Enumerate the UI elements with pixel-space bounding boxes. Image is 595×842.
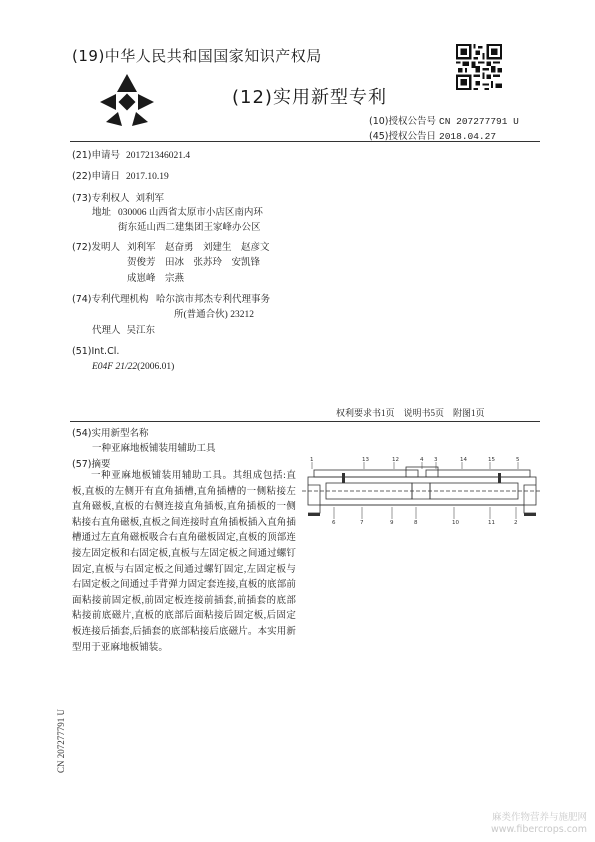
top-callout-13: 13: [362, 457, 369, 463]
abstract-drawing: [302, 455, 542, 525]
abstract-label: (57)摘要: [72, 459, 111, 470]
application-date-row: [72, 168, 169, 182]
top-callout-3: 3: [434, 457, 438, 463]
abstract-text: 一种亚麻地板铺装用辅助工具。其组成包括:直板,直板的左侧开有直角插槽,直角插槽的一侧粘接左直角磁板,直板的右侧连接直角插板,直角插板的一侧粘接右直角磁板,直板之间连接时直角插板插入直角插槽通过左直角磁板吸合右直角磁板固定,直板的顶部连接左固定板和右固定板,直板与左固定板之间通过螺钉固定,直板与右固定板之间通过螺钉固定,左固定板与右固定板之间通过手背弹力固定套连接,直板的底部前面粘接前固定板,前固定板连接前插套,前插套的底部粘接前底磁片,直板的底部后面粘接后固定板,后固定板连接后插套,后插套的底部粘接后底磁片。本实用新型用于亚麻地板铺装。: [72, 471, 296, 653]
inventors-line-1: 刘利军 赵奋勇 刘建生 赵彦文: [127, 243, 270, 253]
bottom-callout-7: 7: [360, 520, 364, 525]
utility-model-title: 一种亚麻地板铺装用辅助工具: [92, 444, 216, 454]
top-callout-14: 14: [460, 457, 467, 463]
ipc-row: [72, 346, 119, 357]
abstract-heading: [72, 456, 111, 470]
bottom-callout-2: 2: [514, 520, 518, 525]
top-callout-1: 1: [310, 457, 314, 463]
application-date: 2017.10.19: [126, 172, 169, 182]
top-callout-4: 4: [420, 457, 424, 463]
inventors-line-2: 贺俊芳 田冰 张苏玲 安凯锋: [127, 258, 261, 268]
application-date-label: (22)申请日: [72, 171, 121, 182]
top-callout-12: 12: [392, 457, 399, 463]
summary-divider: [70, 421, 540, 422]
site-watermark: [491, 812, 587, 836]
patent-type-title: (12)实用新型专利: [232, 87, 387, 108]
front-insert-sleeve: [308, 485, 320, 513]
patent-holder: 刘利军: [135, 194, 165, 204]
publication-number-label: (10)授权公告号: [369, 116, 437, 127]
publication-date-label: (45)授权公告日: [369, 131, 437, 142]
screw-right: [498, 473, 501, 483]
cnipa-logo-icon: [96, 72, 158, 130]
inventors-line-3: 成崽峰 宗燕: [127, 274, 185, 284]
publication-date: 2018.04.27: [439, 131, 497, 142]
bottom-callout-11: 11: [488, 520, 495, 525]
publication-number: CN 207277791 U: [439, 116, 519, 127]
bottom-callout-6: 6: [332, 520, 336, 525]
right-fixing-plate: [426, 470, 530, 477]
watermark-site-name: 麻类作物营养与施肥网: [491, 812, 587, 823]
agency-label: (74)专利代理机构: [72, 294, 149, 305]
header-divider: [70, 141, 540, 142]
issuing-office: (19)中华人民共和国国家知识产权局: [72, 47, 322, 65]
ipc-year: (2006.01): [137, 362, 175, 372]
inventors-row: [72, 239, 120, 253]
publication-number-row: [369, 113, 519, 127]
application-number: 201721346021.4: [126, 151, 191, 161]
watermark-url: www.fibercrops.com: [490, 824, 587, 835]
rear-insert-sleeve: [524, 485, 536, 513]
publication-date-row: [369, 128, 496, 142]
application-number-row: [72, 147, 190, 161]
address-label: 地址: [92, 207, 112, 218]
right-angle-insert: [412, 483, 430, 499]
top-callout-5: 5: [516, 457, 520, 463]
utility-model-title-heading: [72, 425, 149, 439]
left-fixing-plate: [314, 470, 418, 477]
patent-holder-label: (73)专利权人: [72, 193, 130, 204]
bottom-callout-9: 9: [390, 520, 394, 525]
patent-holder-row: [72, 190, 164, 204]
qr-code-icon: [456, 44, 502, 90]
utility-model-title-label: (54)实用新型名称: [72, 428, 149, 439]
application-number-label: (21)申请号: [72, 150, 121, 161]
top-callout-15: 15: [488, 457, 495, 463]
agent-name: 吴江东: [126, 326, 156, 336]
agency-row: [72, 291, 149, 305]
inventors-label: (72)发明人: [72, 242, 121, 253]
address-line-2: 街东延山西二建集团王家峰办公区: [118, 223, 261, 233]
front-bottom-magnet: [308, 513, 320, 516]
bottom-callout-8: 8: [414, 520, 418, 525]
agency-line-2: 所(普通合伙) 23212: [174, 310, 254, 320]
bottom-callout-10: 10: [452, 520, 459, 525]
address-line-1: 030006 山西省太原市小店区南内环: [118, 208, 263, 218]
ipc-label: (51)Int.Cl.: [72, 346, 120, 357]
agent-label: 代理人: [92, 325, 121, 336]
address-row: [92, 204, 111, 218]
ipc-classification: [92, 362, 174, 372]
rear-bottom-magnet: [524, 513, 536, 516]
ipc-code: E04F 21/22: [92, 362, 138, 372]
agency-line-1: 哈尔滨市邦杰专利代理事务: [156, 295, 271, 305]
agent-row: [92, 322, 155, 336]
page-count-summary: 权利要求书1页 说明书5页 附图1页: [336, 408, 485, 418]
screw-left: [342, 473, 345, 483]
side-publication-code: CN 207277791 U: [56, 708, 66, 774]
